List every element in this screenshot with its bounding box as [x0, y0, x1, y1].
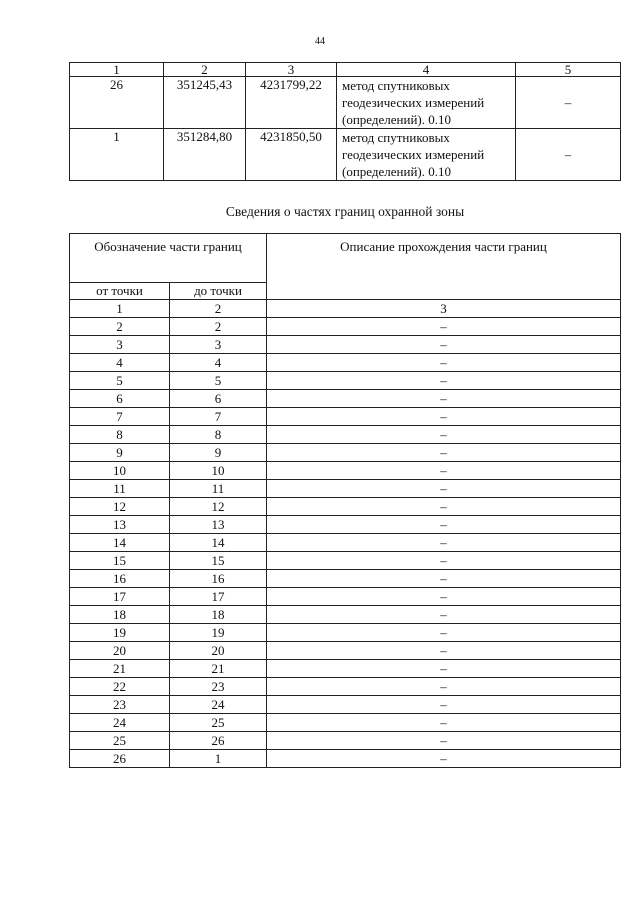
to-point-cell: 23: [170, 678, 267, 696]
description-cell: –: [267, 732, 621, 750]
description-cell: –: [267, 498, 621, 516]
method-description: [337, 129, 516, 181]
table-row: [70, 642, 621, 660]
column-index-cell: 4: [337, 63, 516, 77]
to-point-cell: 24: [170, 696, 267, 714]
to-point-cell: 9: [170, 444, 267, 462]
table-row: [70, 714, 621, 732]
table-row: [70, 77, 621, 129]
table-row: [70, 570, 621, 588]
from-point-cell: 14: [70, 534, 170, 552]
description-cell: –: [267, 336, 621, 354]
index-cell: 1: [70, 300, 170, 318]
table-row: [70, 678, 621, 696]
table-row: [70, 696, 621, 714]
description-cell: –: [267, 354, 621, 372]
column-index-cell: 2: [164, 63, 246, 77]
from-point-cell: 25: [70, 732, 170, 750]
table-row: [70, 426, 621, 444]
from-point-cell: 9: [70, 444, 170, 462]
to-point-cell: 17: [170, 588, 267, 606]
column-index-cell: 5: [516, 63, 621, 77]
point-number: 26: [70, 77, 164, 129]
table-row: [70, 606, 621, 624]
header-from-point: от точки: [70, 283, 170, 300]
from-point-cell: 26: [70, 750, 170, 768]
column-5-value: –: [516, 77, 621, 129]
description-cell: –: [267, 372, 621, 390]
table-row: [70, 750, 621, 768]
table-row: [70, 498, 621, 516]
to-point-cell: 6: [170, 390, 267, 408]
to-point-cell: 3: [170, 336, 267, 354]
description-cell: –: [267, 318, 621, 336]
description-cell: –: [267, 552, 621, 570]
table-row: [70, 534, 621, 552]
coordinate-x: 351245,43: [164, 77, 246, 129]
from-point-cell: 12: [70, 498, 170, 516]
to-point-cell: 18: [170, 606, 267, 624]
to-point-cell: 2: [170, 318, 267, 336]
from-point-cell: 11: [70, 480, 170, 498]
to-point-cell: 1: [170, 750, 267, 768]
header-row: [70, 234, 621, 283]
description-cell: –: [267, 516, 621, 534]
description-cell: –: [267, 750, 621, 768]
from-point-cell: 7: [70, 408, 170, 426]
boundary-parts-table: [69, 233, 621, 768]
method-line: (определений). 0.10: [342, 164, 451, 179]
to-point-cell: 15: [170, 552, 267, 570]
index-cell: 2: [170, 300, 267, 318]
from-point-cell: 15: [70, 552, 170, 570]
header-description: Описание прохождения части границ: [267, 234, 621, 300]
header-boundary-designation: Обозначение части границ: [70, 234, 267, 283]
from-point-cell: 20: [70, 642, 170, 660]
description-cell: –: [267, 480, 621, 498]
header-to-point: до точки: [170, 283, 267, 300]
index-row: [70, 300, 621, 318]
from-point-cell: 2: [70, 318, 170, 336]
coordinate-x: 351284,80: [164, 129, 246, 181]
column-index-cell: 1: [70, 63, 164, 77]
column-index-cell: 3: [246, 63, 337, 77]
to-point-cell: 4: [170, 354, 267, 372]
method-line: (определений). 0.10: [342, 112, 451, 127]
table-row: [70, 390, 621, 408]
from-point-cell: 19: [70, 624, 170, 642]
from-point-cell: 6: [70, 390, 170, 408]
table-row: [70, 318, 621, 336]
table-row: [70, 462, 621, 480]
method-line: геодезических измерений: [342, 95, 485, 110]
to-point-cell: 12: [170, 498, 267, 516]
table-row: [70, 552, 621, 570]
table-row: [70, 354, 621, 372]
to-point-cell: 19: [170, 624, 267, 642]
from-point-cell: 8: [70, 426, 170, 444]
table-row: [70, 660, 621, 678]
to-point-cell: 20: [170, 642, 267, 660]
from-point-cell: 17: [70, 588, 170, 606]
to-point-cell: 7: [170, 408, 267, 426]
description-cell: –: [267, 390, 621, 408]
from-point-cell: 10: [70, 462, 170, 480]
to-point-cell: 26: [170, 732, 267, 750]
from-point-cell: 5: [70, 372, 170, 390]
from-point-cell: 18: [70, 606, 170, 624]
to-point-cell: 14: [170, 534, 267, 552]
description-cell: –: [267, 426, 621, 444]
table-row: [70, 588, 621, 606]
from-point-cell: 22: [70, 678, 170, 696]
description-cell: –: [267, 660, 621, 678]
to-point-cell: 8: [170, 426, 267, 444]
index-cell: 3: [267, 300, 621, 318]
method-line: метод спутниковых: [342, 130, 450, 145]
description-cell: –: [267, 696, 621, 714]
description-cell: –: [267, 444, 621, 462]
table-row: [70, 516, 621, 534]
table-row: [70, 408, 621, 426]
description-cell: –: [267, 462, 621, 480]
method-line: метод спутниковых: [342, 78, 450, 93]
description-cell: –: [267, 714, 621, 732]
description-cell: –: [267, 588, 621, 606]
from-point-cell: 24: [70, 714, 170, 732]
from-point-cell: 16: [70, 570, 170, 588]
page-number: 44: [315, 36, 325, 47]
coordinate-y: 4231850,50: [246, 129, 337, 181]
from-point-cell: 13: [70, 516, 170, 534]
method-line: геодезических измерений: [342, 147, 485, 162]
from-point-cell: 21: [70, 660, 170, 678]
table-row: [70, 624, 621, 642]
table-row: [70, 336, 621, 354]
section-heading: Сведения о частях границ охранной зоны: [225, 204, 465, 219]
table-row: [70, 372, 621, 390]
description-cell: –: [267, 624, 621, 642]
to-point-cell: 25: [170, 714, 267, 732]
to-point-cell: 11: [170, 480, 267, 498]
description-cell: –: [267, 570, 621, 588]
table-row: [70, 129, 621, 181]
description-cell: –: [267, 408, 621, 426]
to-point-cell: 5: [170, 372, 267, 390]
description-cell: –: [267, 678, 621, 696]
to-point-cell: 10: [170, 462, 267, 480]
from-point-cell: 23: [70, 696, 170, 714]
from-point-cell: 3: [70, 336, 170, 354]
description-cell: –: [267, 642, 621, 660]
table-row: [70, 444, 621, 462]
description-cell: –: [267, 606, 621, 624]
point-number: 1: [70, 129, 164, 181]
to-point-cell: 13: [170, 516, 267, 534]
column-index-row: [70, 63, 621, 77]
to-point-cell: 21: [170, 660, 267, 678]
table-row: [70, 480, 621, 498]
coordinates-table: [69, 62, 621, 181]
description-cell: –: [267, 534, 621, 552]
table-row: [70, 732, 621, 750]
from-point-cell: 4: [70, 354, 170, 372]
method-description: [337, 77, 516, 129]
column-5-value: –: [516, 129, 621, 181]
to-point-cell: 16: [170, 570, 267, 588]
coordinate-y: 4231799,22: [246, 77, 337, 129]
